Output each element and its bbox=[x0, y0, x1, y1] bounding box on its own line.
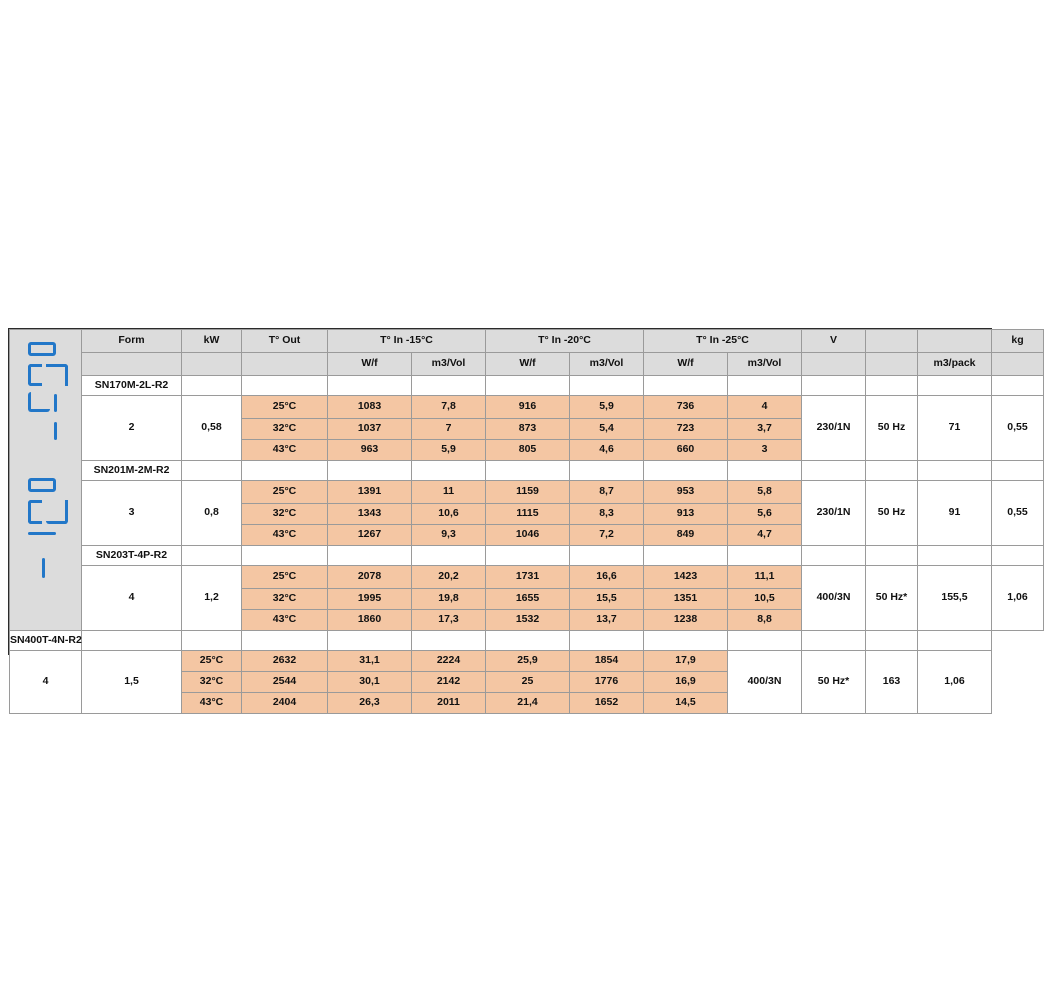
cell-wf-15: 1083 bbox=[328, 396, 412, 419]
table-row bbox=[10, 651, 1044, 672]
col-subheader-m3pack: m3/pack bbox=[918, 353, 992, 376]
cell-wf-20: 1115 bbox=[486, 504, 570, 525]
cell-tout: 25°C bbox=[242, 396, 328, 419]
col-subheader-wf-25: W/f bbox=[644, 353, 728, 376]
model-spacer bbox=[328, 546, 412, 566]
model-row bbox=[10, 546, 1044, 566]
model-name: SN170M-2L-R2 bbox=[82, 376, 182, 396]
model-spacer bbox=[328, 461, 412, 481]
cell-wf-20: 805 bbox=[486, 440, 570, 461]
cell-wf-15: 1391 bbox=[328, 481, 412, 504]
cell-vol-25: 17,9 bbox=[644, 651, 728, 672]
model-spacer bbox=[866, 376, 918, 396]
model-spacer bbox=[242, 461, 328, 481]
model-row bbox=[10, 376, 1044, 396]
model-spacer bbox=[992, 461, 1044, 481]
model-spacer bbox=[802, 461, 866, 481]
cell-wf-15: 1267 bbox=[328, 525, 412, 546]
cell-voltage: 400/3N bbox=[728, 651, 802, 714]
cell-tout: 32°C bbox=[242, 504, 328, 525]
cell-form: 2 bbox=[82, 396, 182, 461]
model-spacer bbox=[866, 546, 918, 566]
cell-tout: 43°C bbox=[242, 440, 328, 461]
model-spacer bbox=[570, 631, 644, 651]
col-subheader-vol-25: m3/Vol bbox=[728, 353, 802, 376]
cell-vol-15: 9,3 bbox=[412, 525, 486, 546]
model-spacer bbox=[644, 461, 728, 481]
cell-vol-25: 3 bbox=[728, 440, 802, 461]
model-name: SN203T-4P-R2 bbox=[82, 546, 182, 566]
cell-vol-15: 10,6 bbox=[412, 504, 486, 525]
cell-vol-15: 30,1 bbox=[328, 672, 412, 693]
cell-kg: 1,06 bbox=[992, 566, 1044, 631]
cell-vol-15: 7 bbox=[412, 419, 486, 440]
cell-m3pack: 155,5 bbox=[918, 566, 992, 631]
model-spacer bbox=[486, 546, 570, 566]
cell-wf-25: 953 bbox=[644, 481, 728, 504]
cell-vol-20: 5,9 bbox=[570, 396, 644, 419]
col-header-kw: kW bbox=[182, 330, 242, 353]
model-spacer bbox=[728, 631, 802, 651]
cell-tout: 43°C bbox=[242, 610, 328, 631]
model-spacer bbox=[242, 376, 328, 396]
cell-vol-20: 15,5 bbox=[570, 589, 644, 610]
model-spacer bbox=[182, 461, 242, 481]
cell-wf-15: 1343 bbox=[328, 504, 412, 525]
col-header-m3pack-top bbox=[918, 330, 992, 353]
cell-voltage: 230/1N bbox=[802, 396, 866, 461]
cell-vol-20: 4,6 bbox=[570, 440, 644, 461]
cell-wf-20: 2224 bbox=[412, 651, 486, 672]
model-spacer bbox=[918, 546, 992, 566]
cell-kg: 1,06 bbox=[918, 651, 992, 714]
cell-vol-15: 20,2 bbox=[412, 566, 486, 589]
cell-vol-15: 19,8 bbox=[412, 589, 486, 610]
col-subheader-vol-20: m3/Vol bbox=[570, 353, 644, 376]
table-row bbox=[10, 566, 1044, 589]
col-subheader-voltage bbox=[802, 353, 866, 376]
model-spacer bbox=[570, 376, 644, 396]
cell-wf-15: 1995 bbox=[328, 589, 412, 610]
cell-form: 4 bbox=[82, 566, 182, 631]
cell-tout: 25°C bbox=[242, 566, 328, 589]
cell-vol-15: 7,8 bbox=[412, 396, 486, 419]
cell-wf-15: 963 bbox=[328, 440, 412, 461]
col-header-voltage: V bbox=[802, 330, 866, 353]
model-spacer bbox=[328, 631, 412, 651]
cell-form: 4 bbox=[10, 651, 82, 714]
model-spacer bbox=[728, 546, 802, 566]
model-spacer bbox=[412, 461, 486, 481]
cell-vol-20: 25,9 bbox=[486, 651, 570, 672]
cell-frequency: 50 Hz* bbox=[866, 566, 918, 631]
cell-wf-15: 1860 bbox=[328, 610, 412, 631]
cell-vol-20: 16,6 bbox=[570, 566, 644, 589]
model-spacer bbox=[328, 376, 412, 396]
model-spacer bbox=[644, 546, 728, 566]
cell-kw: 1,5 bbox=[82, 651, 182, 714]
cell-vol-15: 5,9 bbox=[412, 440, 486, 461]
cell-vol-25: 8,8 bbox=[728, 610, 802, 631]
model-spacer bbox=[182, 376, 242, 396]
cell-vol-25: 4 bbox=[728, 396, 802, 419]
cell-vol-20: 5,4 bbox=[570, 419, 644, 440]
cell-vol-20: 8,7 bbox=[570, 481, 644, 504]
model-row bbox=[10, 631, 1044, 651]
cell-vol-25: 4,7 bbox=[728, 525, 802, 546]
col-subheader-vol-15: m3/Vol bbox=[412, 353, 486, 376]
model-spacer bbox=[412, 376, 486, 396]
model-name: SN400T-4N-R2 bbox=[10, 631, 82, 651]
cell-wf-25: 660 bbox=[644, 440, 728, 461]
model-spacer bbox=[802, 376, 866, 396]
cell-frequency: 50 Hz bbox=[866, 396, 918, 461]
col-header-kg: kg bbox=[992, 330, 1044, 353]
cell-wf-25: 1351 bbox=[644, 589, 728, 610]
cell-vol-20: 8,3 bbox=[570, 504, 644, 525]
cell-tout: 32°C bbox=[182, 672, 242, 693]
cell-m3pack: 91 bbox=[918, 481, 992, 546]
cell-vol-25: 10,5 bbox=[728, 589, 802, 610]
cell-voltage: 230/1N bbox=[802, 481, 866, 546]
model-spacer bbox=[82, 631, 182, 651]
cell-wf-20: 2142 bbox=[412, 672, 486, 693]
model-spacer bbox=[570, 461, 644, 481]
model-spacer bbox=[728, 461, 802, 481]
table-row bbox=[10, 481, 1044, 504]
cell-vol-25: 5,6 bbox=[728, 504, 802, 525]
cell-wf-15: 1037 bbox=[328, 419, 412, 440]
cell-vol-25: 16,9 bbox=[644, 672, 728, 693]
cell-wf-15: 2404 bbox=[242, 693, 328, 714]
model-spacer bbox=[182, 631, 242, 651]
cell-tout: 32°C bbox=[242, 419, 328, 440]
cell-frequency: 50 Hz* bbox=[802, 651, 866, 714]
cell-vol-25: 11,1 bbox=[728, 566, 802, 589]
col-header-frequency bbox=[866, 330, 918, 353]
table-header-row-2 bbox=[10, 353, 1044, 376]
model-spacer bbox=[802, 631, 866, 651]
model-spacer bbox=[866, 461, 918, 481]
cell-form: 3 bbox=[82, 481, 182, 546]
cell-wf-15: 2632 bbox=[242, 651, 328, 672]
cell-wf-25: 736 bbox=[644, 396, 728, 419]
cell-vol-20: 25 bbox=[486, 672, 570, 693]
col-subheader-frequency bbox=[866, 353, 918, 376]
cell-voltage: 400/3N bbox=[802, 566, 866, 631]
model-spacer bbox=[412, 631, 486, 651]
model-spacer bbox=[486, 631, 570, 651]
cell-wf-15: 2544 bbox=[242, 672, 328, 693]
cell-wf-20: 1655 bbox=[486, 589, 570, 610]
cell-wf-25: 849 bbox=[644, 525, 728, 546]
cell-wf-25: 723 bbox=[644, 419, 728, 440]
cell-tout: 43°C bbox=[242, 525, 328, 546]
cell-kw: 0,8 bbox=[182, 481, 242, 546]
col-subheader-tout bbox=[242, 353, 328, 376]
model-spacer bbox=[728, 376, 802, 396]
cell-wf-25: 913 bbox=[644, 504, 728, 525]
cell-wf-25: 1238 bbox=[644, 610, 728, 631]
model-row bbox=[10, 461, 1044, 481]
model-spacer bbox=[182, 546, 242, 566]
model-spacer bbox=[486, 461, 570, 481]
cell-wf-15: 2078 bbox=[328, 566, 412, 589]
cell-vol-25: 14,5 bbox=[644, 693, 728, 714]
col-header-tin-15: T° In -15°C bbox=[328, 330, 486, 353]
col-header-form: Form bbox=[82, 330, 182, 353]
model-spacer bbox=[412, 546, 486, 566]
table-header-row-1 bbox=[10, 330, 1044, 353]
model-spacer bbox=[242, 546, 328, 566]
col-subheader-wf-20: W/f bbox=[486, 353, 570, 376]
cell-vol-15: 26,3 bbox=[328, 693, 412, 714]
cell-kg: 0,55 bbox=[992, 396, 1044, 461]
cell-kw: 0,58 bbox=[182, 396, 242, 461]
cell-tout: 25°C bbox=[242, 481, 328, 504]
model-spacer bbox=[802, 546, 866, 566]
brand-logo bbox=[10, 330, 82, 631]
cell-m3pack: 163 bbox=[866, 651, 918, 714]
col-subheader-kw bbox=[182, 353, 242, 376]
col-header-tin-25: T° In -25°C bbox=[644, 330, 802, 353]
model-spacer bbox=[918, 376, 992, 396]
cell-wf-20: 2011 bbox=[412, 693, 486, 714]
table-row bbox=[10, 396, 1044, 419]
cell-tout: 32°C bbox=[242, 589, 328, 610]
cell-vol-15: 31,1 bbox=[328, 651, 412, 672]
cell-tout: 25°C bbox=[182, 651, 242, 672]
cell-vol-20: 13,7 bbox=[570, 610, 644, 631]
cell-wf-25: 1652 bbox=[570, 693, 644, 714]
model-spacer bbox=[486, 376, 570, 396]
model-spacer bbox=[918, 461, 992, 481]
model-spacer bbox=[992, 546, 1044, 566]
cell-wf-20: 1532 bbox=[486, 610, 570, 631]
col-subheader-kg bbox=[992, 353, 1044, 376]
cell-kg: 0,55 bbox=[992, 481, 1044, 546]
cell-wf-25: 1854 bbox=[570, 651, 644, 672]
model-spacer bbox=[644, 631, 728, 651]
cell-tout: 43°C bbox=[182, 693, 242, 714]
model-spacer bbox=[918, 631, 992, 651]
cell-wf-20: 1159 bbox=[486, 481, 570, 504]
col-subheader-form bbox=[82, 353, 182, 376]
specification-table bbox=[9, 329, 1044, 714]
cell-frequency: 50 Hz bbox=[866, 481, 918, 546]
col-header-tin-20: T° In -20°C bbox=[486, 330, 644, 353]
cell-vol-15: 17,3 bbox=[412, 610, 486, 631]
cell-wf-20: 873 bbox=[486, 419, 570, 440]
model-name: SN201M-2M-R2 bbox=[82, 461, 182, 481]
spec-sheet bbox=[8, 328, 1028, 709]
cell-wf-25: 1423 bbox=[644, 566, 728, 589]
cell-wf-20: 916 bbox=[486, 396, 570, 419]
cell-vol-15: 11 bbox=[412, 481, 486, 504]
col-header-tout: T° Out bbox=[242, 330, 328, 353]
cell-vol-25: 5,8 bbox=[728, 481, 802, 504]
cell-wf-25: 1776 bbox=[570, 672, 644, 693]
model-spacer bbox=[992, 376, 1044, 396]
model-spacer bbox=[242, 631, 328, 651]
cell-wf-20: 1046 bbox=[486, 525, 570, 546]
col-subheader-wf-15: W/f bbox=[328, 353, 412, 376]
cell-kw: 1,2 bbox=[182, 566, 242, 631]
model-spacer bbox=[570, 546, 644, 566]
model-spacer bbox=[644, 376, 728, 396]
cell-vol-20: 21,4 bbox=[486, 693, 570, 714]
cell-m3pack: 71 bbox=[918, 396, 992, 461]
cell-wf-20: 1731 bbox=[486, 566, 570, 589]
cell-vol-25: 3,7 bbox=[728, 419, 802, 440]
cell-vol-20: 7,2 bbox=[570, 525, 644, 546]
model-spacer bbox=[866, 631, 918, 651]
